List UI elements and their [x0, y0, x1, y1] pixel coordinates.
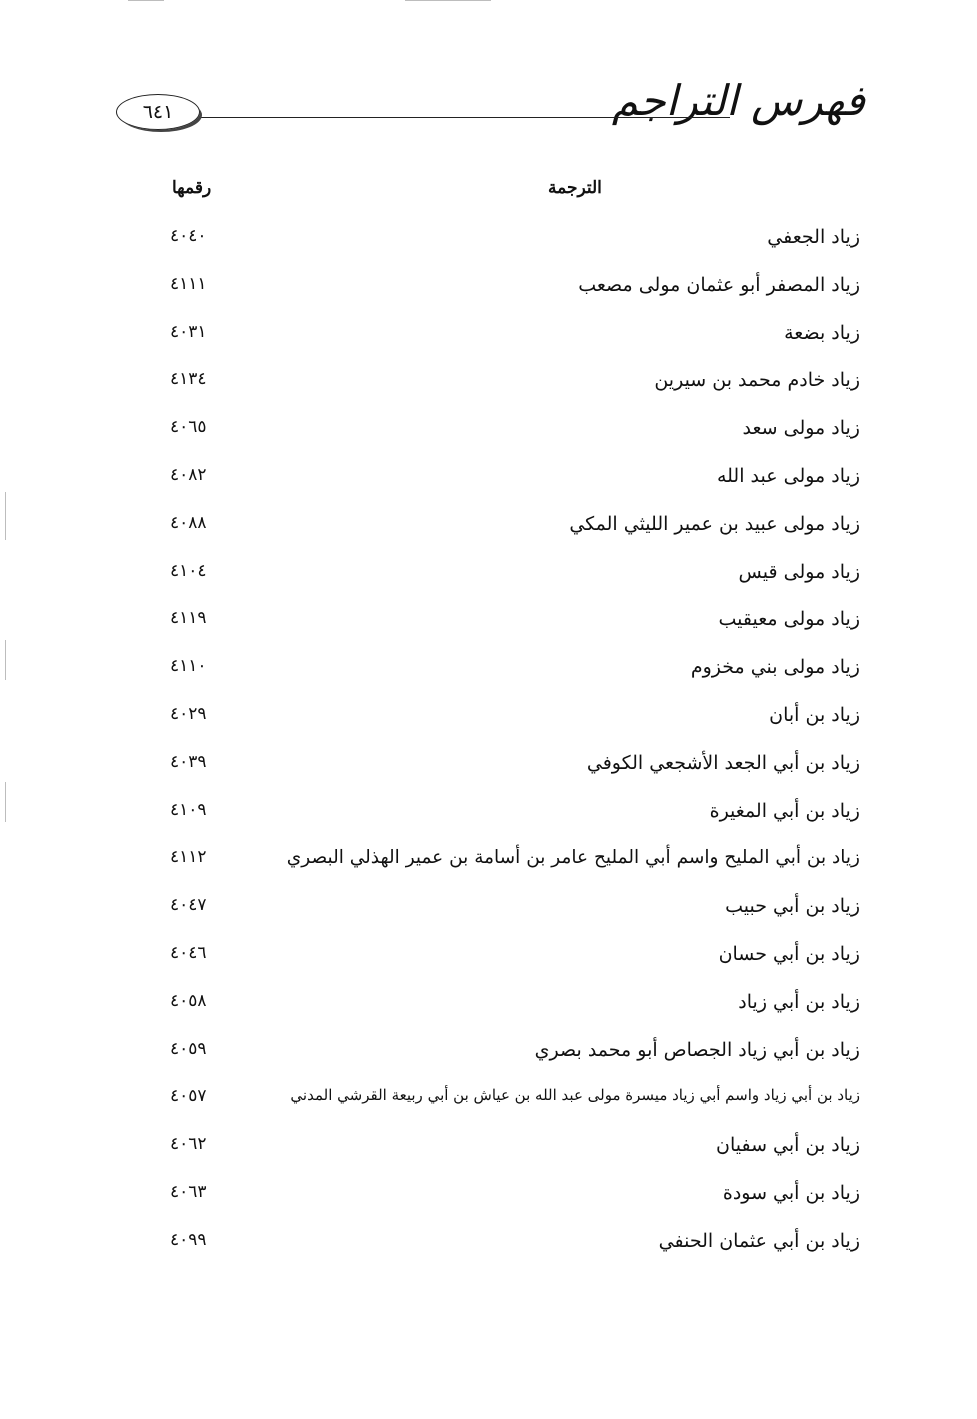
entry-name: زياد بن أبي زياد واسم أبي زياد ميسرة مولى عبد الله بن عياش بن أبي ربيعة القرشي المدني: [290, 1086, 860, 1105]
index-entry-row: [140, 513, 860, 547]
entry-name: زياد مولى عبد الله: [716, 465, 860, 487]
entry-number: ٤٠٩٩: [170, 1229, 207, 1250]
entry-number: ٤٠٤٠: [170, 226, 207, 246]
page-number: ٦٤١: [142, 101, 174, 123]
entry-name: زياد مولى عبيد بن عمير الليثي المكي: [569, 512, 860, 535]
entry-name: زياد مولى قيس: [738, 560, 860, 583]
entry-name: زياد بن أبي سفيان: [716, 1134, 860, 1157]
entry-number: ٤٠٣٩: [170, 751, 207, 772]
index-entry-row: [140, 943, 860, 977]
entry-name: زياد بن أبي حسان: [718, 943, 860, 965]
entry-name: زياد بن أبي زياد الجصاص أبو محمد بصري: [534, 1038, 860, 1061]
entry-number: ٤٠٥٨: [170, 990, 207, 1011]
index-entry-row: [140, 608, 860, 642]
entry-number: ٤١٣٤: [170, 369, 207, 390]
running-header-title: فهرس التراجم: [611, 76, 865, 125]
index-entry-row: [140, 1230, 860, 1264]
index-entry-row: [140, 752, 860, 786]
entry-number: ٤١١٩: [170, 608, 207, 629]
index-entry-row: [140, 1134, 860, 1168]
entry-name: زياد بن أبي المغيرة: [709, 799, 860, 822]
entry-name: زياد مولى سعد: [742, 417, 860, 440]
entry-number: ٤١١٢: [170, 847, 207, 868]
entry-number: ٤٠٤٦: [170, 943, 207, 963]
column-header-number: رقمها: [172, 178, 212, 198]
index-entry-row: [140, 274, 860, 308]
entry-name: زياد بن أبي المليح واسم أبي المليح عامر بن أسامة بن عمير الهذلي البصري: [286, 847, 860, 869]
entry-number: ٤١١١: [170, 273, 207, 294]
index-entry-row: [140, 991, 860, 1025]
entry-name: زياد خادم محمد بن سيرين: [654, 369, 860, 392]
entry-name: زياد بن أبي الجعد الأشجعي الكوفي: [586, 751, 860, 774]
index-entry-row: [140, 1182, 860, 1216]
index-entry-row: [140, 1039, 860, 1073]
entry-name: زياد مولى بني مخزوم: [690, 656, 860, 679]
entry-name: زياد المصفر أبو عثمان مولى مصعب: [578, 273, 860, 296]
entry-number: ٤٠٨٢: [170, 465, 207, 485]
entry-name: زياد الجعفي: [767, 226, 860, 248]
index-entry-row: [140, 704, 860, 738]
index-entry-row: [140, 417, 860, 451]
index-entry-row: [140, 322, 860, 356]
index-entry-row: [140, 800, 860, 834]
index-entry-row: [140, 561, 860, 595]
index-entry-row: [140, 656, 860, 690]
entry-number: ٤١٠٩: [170, 799, 207, 820]
index-entry-row: [140, 895, 860, 929]
index-entry-row: [140, 465, 860, 499]
index-entry-row: [140, 226, 860, 260]
entry-number: ٤١١٠: [170, 656, 207, 677]
entry-name: زياد بن أبي سودة: [722, 1182, 860, 1204]
entry-name: زياد بن أبي زياد: [738, 990, 860, 1013]
index-entry-row: [140, 847, 860, 881]
entry-number: ٤٠٦٣: [170, 1182, 207, 1202]
column-header-name: الترجمة: [548, 178, 602, 198]
entry-number: ٤٠٦٥: [170, 417, 207, 438]
entry-number: ٤٠٣١: [170, 321, 207, 342]
entry-number: ٤٠٦٢: [170, 1134, 207, 1155]
index-entry-row: [140, 1086, 860, 1120]
entry-number: ٤٠٨٨: [170, 512, 207, 533]
entry-name: زياد بن أبان: [769, 704, 860, 726]
entry-number: ٤١٠٤: [170, 560, 207, 581]
entry-name: زياد مولى معيقيب: [718, 608, 860, 631]
entry-name: زياد بضعة: [784, 321, 860, 344]
index-entry-row: [140, 369, 860, 403]
entry-number: ٤٠٢٩: [170, 704, 207, 724]
entry-name: زياد بن أبي حبيب: [725, 895, 860, 918]
entry-name: زياد بن أبي عثمان الحنفي: [658, 1229, 860, 1252]
entry-number: ٤٠٥٧: [170, 1086, 207, 1107]
entry-number: ٤٠٥٩: [170, 1038, 207, 1059]
entry-number: ٤٠٤٧: [170, 895, 207, 916]
